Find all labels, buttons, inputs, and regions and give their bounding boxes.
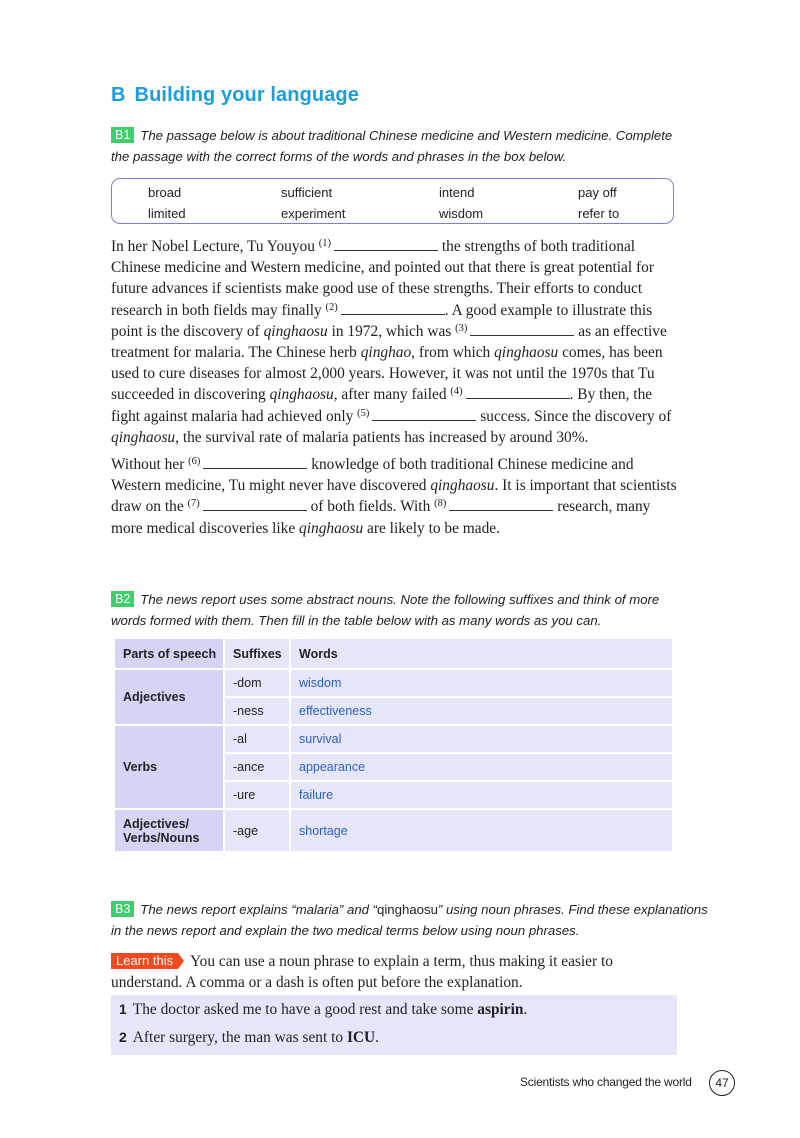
word-box-item: experiment (281, 206, 346, 221)
word-cell[interactable]: shortage (290, 809, 673, 852)
section-letter: B (111, 84, 126, 106)
section-title: Building your language (134, 84, 359, 106)
table-header-row (114, 638, 673, 669)
word-box-item: wisdom (439, 206, 484, 221)
page-number: 47 (709, 1070, 735, 1096)
suffix-cell: -dom (224, 669, 290, 697)
suffix-cell: -ure (224, 781, 290, 809)
b3-instructions: B3 The news report explains “malaria” and “qinghaosu” using noun phrases. Find these explanations in the news report and explain the two medical terms below using noun phrases. (111, 902, 708, 938)
b2-badge: B2 (111, 591, 134, 607)
pos-cell: Adjectives (114, 669, 224, 725)
blank-number: (6) (188, 456, 201, 468)
passage-paragraph-1: In her Nobel Lecture, Tu Youyou $^{(1)}$ the strengths of both traditional Chinese medicine and Western medicine, and pointed out that there is great potential for future advances if scientists make good use of these strengths. Their efforts to conduct research in both fields may finally $^{(2)}$ . A good example to illustrate this point is the discovery of qinghaosu in 1972, which was $^{(3)}$ as an effective treatment for malaria. The Chinese herb qinghao, from which qinghaosu comes, has been used to cure diseases for almost 2,000 years. However, it was not until the 1970s that Tu succeeded in discovering qinghaosu, after many failed $^{(4)}$ . By then, the fight against malaria had achieved only $^{(5)}$ success. Since the discovery of qinghaosu, the survival rate of malaria patients has increased by around 30%. (111, 238, 672, 446)
blank-number: (3) (455, 322, 468, 334)
header-words: Words (290, 638, 673, 669)
word-cell[interactable]: failure (290, 781, 673, 809)
word-cell[interactable]: wisdom (290, 669, 673, 697)
cloze-passage (111, 236, 681, 539)
table-row (114, 725, 673, 753)
blank-1[interactable] (334, 238, 438, 251)
word-box-item: pay off (578, 185, 617, 200)
word-cell[interactable]: survival (290, 725, 673, 753)
exercise-item: 2 After surgery, the man was sent to ICU. (119, 1029, 380, 1046)
blank-number: (5) (357, 407, 370, 419)
passage-paragraph-2: Without her $^{(6)}$ knowledge of both traditional Chinese medicine and Western medicine, Tu might never have discovered qinghaosu. It is important that scientists draw on the $^{(7)}$ of both fields. With $^{(8)}$ research, many more medical discoveries like qinghaosu are likely to be made. (111, 456, 677, 537)
b2-instructions (111, 589, 691, 631)
suffix-cell: -al (224, 725, 290, 753)
exercise-item: 1 The doctor asked me to have a good rest and take some aspirin. (119, 1001, 528, 1018)
header-parts-of-speech: Parts of speech (114, 638, 224, 669)
medical-term: ICU (346, 1029, 376, 1046)
word-box (111, 178, 674, 224)
b2-instruction-text: The news report uses some abstract nouns. Note the following suffixes and think of more words formed with them. Then fill in the table below with as many words as you can. (111, 592, 660, 628)
blank-7[interactable] (203, 498, 307, 511)
learn-this-label: Learn this (111, 953, 178, 969)
pos-cell: Verbs (114, 725, 224, 809)
learn-this-text: You can use a noun phrase to explain a term, thus making it easier to understand. A comma or a dash is often put before the explanation. (111, 953, 613, 992)
table-row (114, 669, 673, 697)
b3-badge: B3 (111, 901, 134, 917)
word-cell[interactable]: appearance (290, 753, 673, 781)
medical-term: aspirin (477, 1001, 524, 1018)
word-box-item: refer to (578, 206, 620, 221)
blank-2[interactable] (341, 302, 445, 315)
blank-number: (2) (325, 301, 338, 313)
blank-6[interactable] (203, 456, 307, 469)
footer-unit-title: Scientists who changed the world (520, 1075, 692, 1089)
section-heading (111, 84, 359, 107)
blank-5[interactable] (372, 408, 476, 421)
b1-instruction-text: The passage below is about traditional Chinese medicine and Western medicine. Complete the passage with the correct forms of the words and phrases in the box below. (111, 128, 673, 164)
blank-number: (1) (318, 238, 332, 249)
b1-instructions (111, 125, 691, 167)
suffix-table (113, 637, 674, 853)
table-row (114, 809, 673, 852)
word-box-item: broad (148, 185, 182, 200)
blank-3[interactable] (470, 323, 574, 336)
blank-4[interactable] (466, 386, 570, 399)
word-box-item: intend (439, 185, 475, 200)
suffix-cell: -ness (224, 697, 290, 725)
word-box-item: sufficient (281, 185, 333, 200)
pos-cell: Adjectives/ Verbs/Nouns (114, 809, 224, 852)
header-suffixes: Suffixes (224, 638, 290, 669)
suffix-cell: -ance (224, 753, 290, 781)
blank-8[interactable] (449, 498, 553, 511)
learn-this-note (111, 951, 681, 993)
word-cell[interactable]: effectiveness (290, 697, 673, 725)
exercise-items (111, 995, 677, 1055)
suffix-cell: -age (224, 809, 290, 852)
blank-number: (7) (187, 498, 200, 510)
b1-badge: B1 (111, 127, 134, 143)
blank-number: (8) (434, 498, 447, 510)
blank-number: (4) (450, 386, 463, 398)
word-box-item: limited (148, 206, 186, 221)
